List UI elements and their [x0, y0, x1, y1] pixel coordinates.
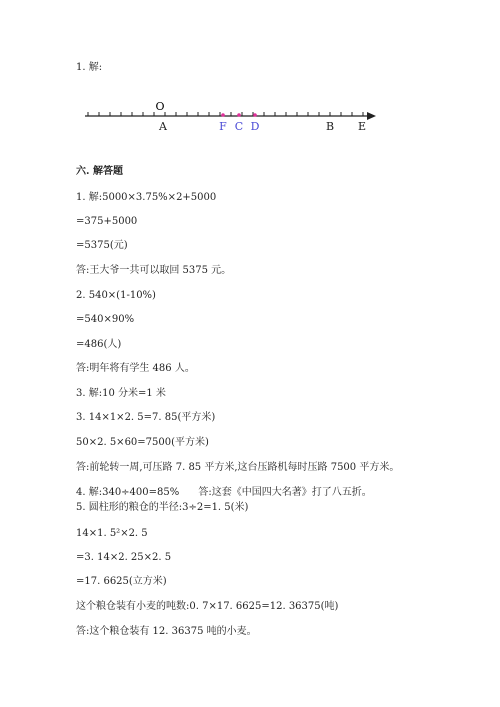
solution-line: =3. 14×2. 25×2. 5 — [76, 552, 172, 563]
point-label-d: D — [250, 120, 260, 133]
solution-line: 答:这个粮仓装有 12. 36375 吨的小麦。 — [76, 626, 257, 637]
question-1-label: 1. 解: — [76, 62, 103, 73]
solution-line: 1. 解:5000×3.75%×2+5000 — [76, 192, 217, 203]
solution-line: =540×90% — [76, 314, 135, 325]
solution-line: 3. 14×1×2. 5=7. 85(平方米) — [76, 412, 216, 423]
solution-line: 14×1. 5²×2. 5 — [76, 528, 148, 539]
solution-line: 答:明年将有学生 486 人。 — [76, 363, 195, 374]
point-marker — [221, 113, 225, 117]
point-marker — [237, 113, 241, 117]
point-marker — [253, 113, 257, 117]
section-title: 六. 解答题 — [76, 166, 123, 177]
number-line — [80, 96, 380, 136]
solution-line: 4. 解:340÷400=85% 答:这套《中国四大名著》打了八五折。 — [76, 487, 372, 498]
solution-line: =17. 6625(立方米) — [76, 576, 167, 587]
solution-line: 这个粮仓装有小麦的吨数:0. 7×17. 6625=12. 36375(吨) — [76, 601, 339, 612]
solution-line: 5. 圆柱形的粮仓的半径:3÷2=1. 5(米) — [76, 502, 249, 513]
solution-line: 答:前轮转一周,可压路 7. 85 平方米,这台压路机每时压路 7500 平方米。 — [76, 462, 400, 473]
solution-line: 2. 540×(1-10%) — [76, 290, 156, 301]
number-line-arrow-icon — [367, 112, 376, 120]
solution-line: 50×2. 5×60=7500(平方米) — [76, 437, 209, 448]
origin-label: O — [155, 100, 165, 113]
point-label-f: F — [219, 120, 227, 133]
point-label-b: B — [325, 120, 335, 133]
solution-line: =375+5000 — [76, 216, 138, 227]
solution-line: 答:王大爷一共可以取回 5375 元。 — [76, 265, 232, 276]
solution-line: =5375(元) — [76, 240, 128, 251]
solution-line: =486(人) — [76, 339, 122, 350]
point-label-a: A — [159, 120, 167, 133]
point-label-c: C — [234, 120, 244, 133]
solution-line: 3. 解:10 分米=1 米 — [76, 388, 166, 399]
point-label-e: E — [357, 120, 367, 133]
